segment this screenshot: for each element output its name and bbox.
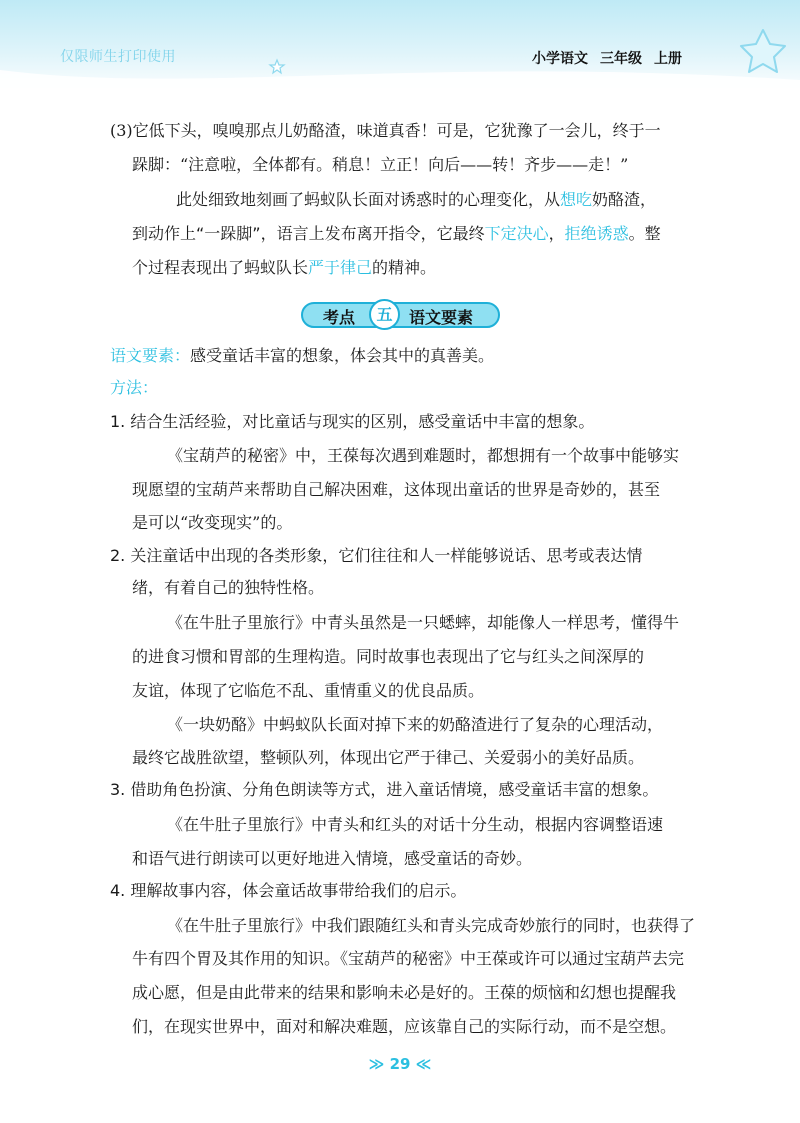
example-line: 《在牛肚子里旅行》中青头和红头的对话十分生动，根据内容调整语速 (167, 815, 664, 834)
header-band (0, 0, 800, 95)
example-line: 的进食习惯和胃部的生理构造。同时故事也表现出了它与红头之间深厚的 (132, 647, 645, 666)
example-line: 《一块奶酪》中蚂蚁队长面对掉下来的奶酪渣进行了复杂的心理活动， (167, 715, 664, 734)
book-info (532, 48, 694, 68)
elements-text: 感受童话丰富的想象，体会其中的真善美。 (190, 346, 495, 365)
banner-title: 语文要素 (409, 308, 474, 327)
example-line: 《在牛肚子里旅行》中我们跟随红头和青头完成奇妙旅行的同时，也获得了 (167, 916, 696, 935)
quote-line: (3)它低下头，嗅嗅那点儿奶酪渣，味道真香！可是，它犹豫了一会儿，终于一 (110, 121, 661, 140)
chevron-right-icon: ≫ (368, 1055, 390, 1073)
example-line: 最终它战胜欲望，整顿队列，体现出它严于律己、关爱弱小的美好品质。 (132, 748, 645, 767)
page-number-value: 29 (389, 1055, 411, 1073)
banner-prefix: 考点 (323, 308, 356, 327)
chevron-left-icon: ≪ (410, 1055, 432, 1073)
example-line: 是可以“改变现实”的。 (132, 513, 293, 532)
example-line: 们，在现实世界中，面对和解决难题，应该靠自己的实际行动，而不是空想。 (132, 1017, 677, 1036)
analysis-line: 到动作上“一跺脚”，语言上发布离开指令，它最终下定决心，拒绝诱惑。整 (132, 224, 661, 243)
method-title: 3. 借助角色扮演、分角色朗读等方式，进入童话情境，感受童话丰富的想象。 (110, 780, 659, 799)
quote-line: 跺脚：“注意啦，全体都有。稍息！立正！向后——转！齐步——走！” (132, 155, 629, 174)
small-star-icon (270, 60, 284, 73)
analysis-line: 个过程表现出了蚂蚁队长严于律己的精神。 (132, 258, 437, 277)
example-line: 和语气进行朗读可以更好地进入情境，感受童话的奇妙。 (132, 849, 533, 868)
elements-line (110, 346, 494, 366)
example-line: 《宝葫芦的秘密》中，王葆每次遇到难题时，都想拥有一个故事中能够实 (167, 446, 680, 465)
example-line: 成心愿，但是由此带来的结果和影响未必是好的。王葆的烦恼和幻想也提醒我 (132, 983, 677, 1002)
elements-label: 语文要素： (110, 346, 191, 365)
method-title: 绪，有着自己的独特性格。 (132, 578, 325, 597)
page-number (0, 1055, 800, 1073)
section-banner (301, 299, 500, 330)
grade: 三年级 (600, 51, 642, 67)
highlight-text: 严于律己 (308, 258, 373, 277)
watermark: 仅限师生打印使用 (60, 49, 176, 65)
highlight-text: 下定决心 (484, 224, 549, 243)
example-line: 友谊，体现了它临危不乱、重情重义的优良品质。 (132, 681, 485, 700)
highlight-text: 拒绝诱惑 (564, 224, 629, 243)
subject: 小学语文 (532, 51, 588, 67)
volume: 上册 (654, 51, 682, 67)
method-label: 方法： (110, 378, 159, 397)
example-line: 牛有四个胃及其作用的知识。《宝葫芦的秘密》中王葆或许可以通过宝葫芦去完 (132, 949, 685, 968)
method-title: 4. 理解故事内容，体会童话故事带给我们的启示。 (110, 881, 467, 900)
banner-number: 五 (369, 299, 400, 330)
example-line: 《在牛肚子里旅行》中青头虽然是一只蟋蟀，却能像人一样思考，懂得牛 (167, 613, 680, 632)
analysis-line: 此处细致地刻画了蚂蚁队长面对诱惑时的心理变化，从想吃奶酪渣， (176, 190, 657, 209)
highlight-text: 想吃 (560, 190, 593, 209)
method-title: 2. 关注童话中出现的各类形象，它们往往和人一样能够说话、思考或表达情 (110, 546, 643, 565)
method-title: 1. 结合生活经验，对比童话与现实的区别，感受童话中丰富的想象。 (110, 412, 595, 431)
example-line: 现愿望的宝葫芦来帮助自己解决困难，这体现出童话的世界是奇妙的，甚至 (132, 480, 661, 499)
star-icon (741, 30, 785, 72)
